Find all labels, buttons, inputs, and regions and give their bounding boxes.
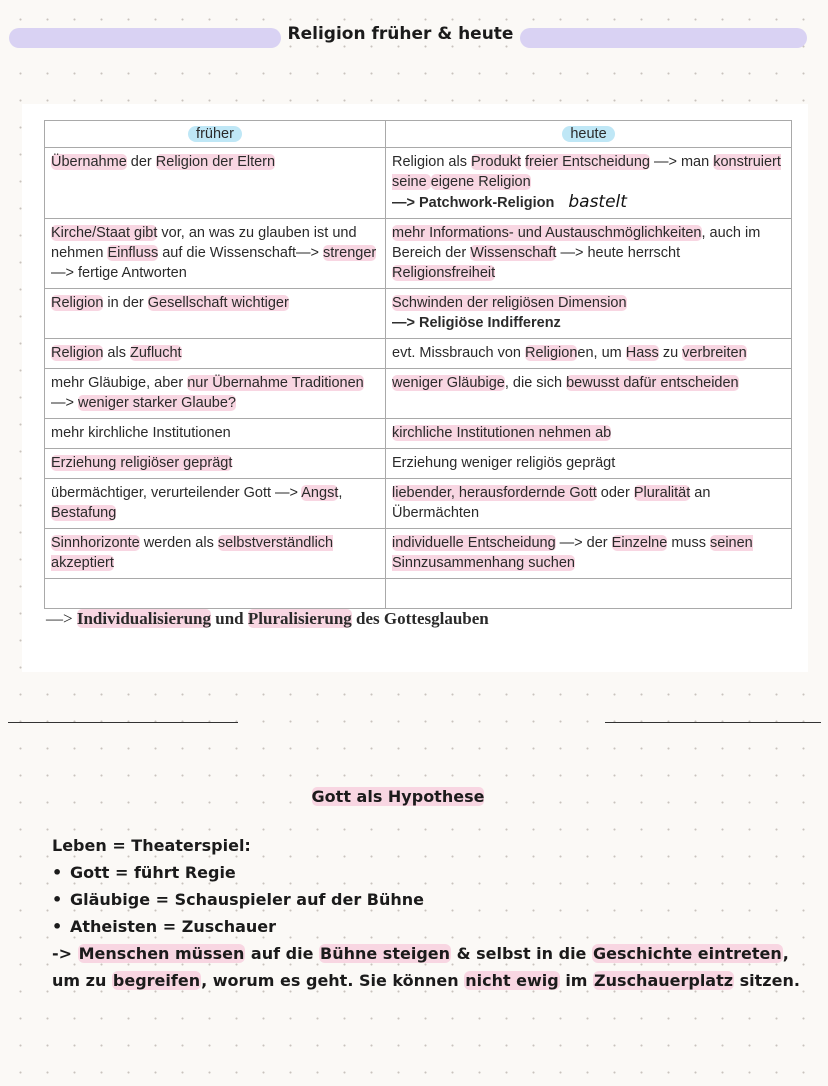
highlight: Religion (51, 295, 104, 311)
cell-heute (386, 289, 792, 339)
highlight: kirchliche Institutionen nehmen ab (392, 425, 612, 441)
title-decoration-left (9, 28, 281, 48)
highlight: nicht ewig (465, 971, 559, 990)
text: oder (596, 485, 634, 501)
highlight: Geschichte eintreten (592, 944, 782, 963)
header-cell-heute (386, 121, 792, 148)
comparison-card (22, 104, 808, 672)
highlight: Wissenschaft (470, 245, 557, 261)
text: , (782, 944, 789, 963)
section-title (0, 787, 796, 806)
highlight: Religion der Eltern (155, 154, 276, 170)
text: zu (658, 345, 683, 361)
list-item: • Gott = führt Regie (52, 859, 800, 886)
highlight: weniger starker Glaube? (78, 395, 236, 411)
divider-right (605, 722, 821, 723)
title-decoration-right (520, 28, 807, 48)
highlight: Sinnhorizonte (51, 535, 140, 551)
bold-text: —> Religiöse Indifferenz (392, 315, 561, 331)
table-row (45, 419, 792, 449)
cell-heute (386, 479, 792, 529)
cell-frueher (45, 148, 386, 219)
text: , (338, 485, 343, 501)
text: werden als (139, 535, 218, 551)
text: an Übermächten (392, 485, 711, 521)
cell-heute (386, 529, 792, 579)
cell-empty (45, 579, 386, 609)
highlight: bewusst dafür entscheiden (566, 375, 739, 391)
table-row (45, 529, 792, 579)
text: vor, an was zu glauben ist und nehmen (51, 225, 357, 261)
highlight: Gesellschaft wichtiger (147, 295, 289, 311)
highlight: seinen Sinnzusammenhang suchen (392, 535, 753, 571)
text: sitzen. (734, 971, 800, 990)
table-header-row (45, 121, 792, 148)
highlight: weniger Gläubige (392, 375, 505, 391)
header-heute: heute (562, 126, 614, 142)
table-row (45, 479, 792, 529)
table-row (45, 219, 792, 289)
highlight: Pluralität (633, 485, 691, 501)
cell-empty (386, 579, 792, 609)
text: —> (46, 609, 77, 628)
text: übermächtiger, verurteilender Gott —> (51, 485, 302, 501)
list-item: • Atheisten = Zuschauer (52, 913, 800, 940)
highlight: Bestafung (51, 505, 117, 521)
text: als (103, 345, 130, 361)
text: mehr kirchliche Institutionen (51, 425, 231, 441)
text: , auch im Bereich der (392, 225, 761, 261)
cell-heute (386, 369, 792, 419)
text: um zu (52, 971, 112, 990)
highlight: Zuschauerplatz (594, 971, 734, 990)
comparison-table (44, 120, 792, 609)
text: der (126, 154, 156, 170)
text: & selbst in die (451, 944, 592, 963)
highlight: Individualisierung (76, 609, 212, 628)
highlight: Schwinden der religiösen Dimension (392, 295, 627, 311)
header-frueher: früher (188, 126, 242, 142)
text: —> der (555, 535, 612, 551)
cell-frueher (45, 449, 386, 479)
highlight: Zuflucht (130, 345, 182, 361)
cell-frueher (45, 289, 386, 339)
text: Gottesglauben (383, 609, 489, 628)
cell-frueher (45, 479, 386, 529)
text: —> fertige Antworten (51, 265, 187, 281)
highlight: begreifen (112, 971, 201, 990)
table-row-empty (45, 579, 792, 609)
text: en, um (577, 345, 626, 361)
cell-frueher (45, 529, 386, 579)
cell-frueher (45, 219, 386, 289)
table-conclusion (46, 609, 489, 629)
highlight: Menschen müssen (78, 944, 245, 963)
text: des (351, 609, 384, 628)
list-item: • Gläubige = Schauspieler auf der Bühne (52, 886, 800, 913)
highlight: Hass (625, 345, 659, 361)
divider-left (8, 722, 238, 723)
text: Religion als (392, 154, 471, 170)
cell-frueher (45, 419, 386, 449)
table-row (45, 148, 792, 219)
highlight: Kirche/Staat gibt (51, 225, 158, 241)
notes-paragraph (52, 940, 800, 994)
header-cell-frueher (45, 121, 386, 148)
text: auf die (245, 944, 320, 963)
text: , worum es geht. Sie können (201, 971, 465, 990)
highlight: Einfluss (107, 245, 159, 261)
highlight: Religion (524, 345, 578, 361)
highlight: Angst (301, 485, 339, 501)
highlight: strenger (323, 245, 377, 261)
text: —> (51, 395, 78, 411)
text: im (559, 971, 594, 990)
highlight: Übernahme (51, 154, 127, 170)
highlight: konstruiert seine (392, 154, 781, 190)
notes-block (52, 832, 800, 994)
highlight: nur Übernahme Traditionen (187, 375, 364, 391)
highlight: freier Entscheidung (525, 154, 650, 170)
highlight: Bühne steigen (320, 944, 451, 963)
cell-heute (386, 449, 792, 479)
highlight: Religionsfreiheit (392, 265, 496, 281)
section-title-text: Gott als Hypothese (311, 787, 485, 806)
bold-text: —> Patchwork-Religion (392, 195, 555, 211)
highlight: Erziehung religiöser geprägt (51, 455, 233, 471)
highlight: verbreiten (682, 345, 747, 361)
table-row (45, 339, 792, 369)
text: evt. Missbrauch von (392, 345, 525, 361)
text: -> (52, 944, 78, 963)
cell-heute (386, 148, 792, 219)
text: —> heute herrscht (556, 245, 681, 261)
text: und (211, 609, 248, 628)
text: mehr Gläubige, aber (51, 375, 188, 391)
highlight: selbstverständlich akzeptiert (51, 535, 334, 571)
cell-heute (386, 219, 792, 289)
cell-heute (386, 339, 792, 369)
cell-frueher (45, 369, 386, 419)
cell-heute (386, 419, 792, 449)
highlight: Einzelne (611, 535, 668, 551)
handwritten-note: bastelt (568, 192, 627, 212)
notes-heading: Leben = Theaterspiel: (52, 836, 251, 855)
highlight: liebender, herausfordernde Gott (392, 485, 597, 501)
highlight: Religion (51, 345, 104, 361)
table-row (45, 289, 792, 339)
text: —> man (649, 154, 714, 170)
cell-frueher (45, 339, 386, 369)
highlight: Produkt (471, 154, 521, 170)
highlight: individuelle Entscheidung (392, 535, 556, 551)
highlight: mehr Informations- und Austauschmöglichkeiten (392, 225, 702, 241)
text: muss (667, 535, 710, 551)
table-row (45, 449, 792, 479)
text: Erziehung weniger religiös geprägt (392, 455, 616, 471)
text: in der (103, 295, 148, 311)
text: auf die Wissenschaft—> (158, 245, 324, 261)
highlight: eigene Religion (430, 174, 531, 190)
highlight: Pluralisierung (247, 609, 352, 628)
table-row (45, 369, 792, 419)
text: , die sich (504, 375, 567, 391)
page-title: Religion früher & heute (287, 24, 514, 44)
